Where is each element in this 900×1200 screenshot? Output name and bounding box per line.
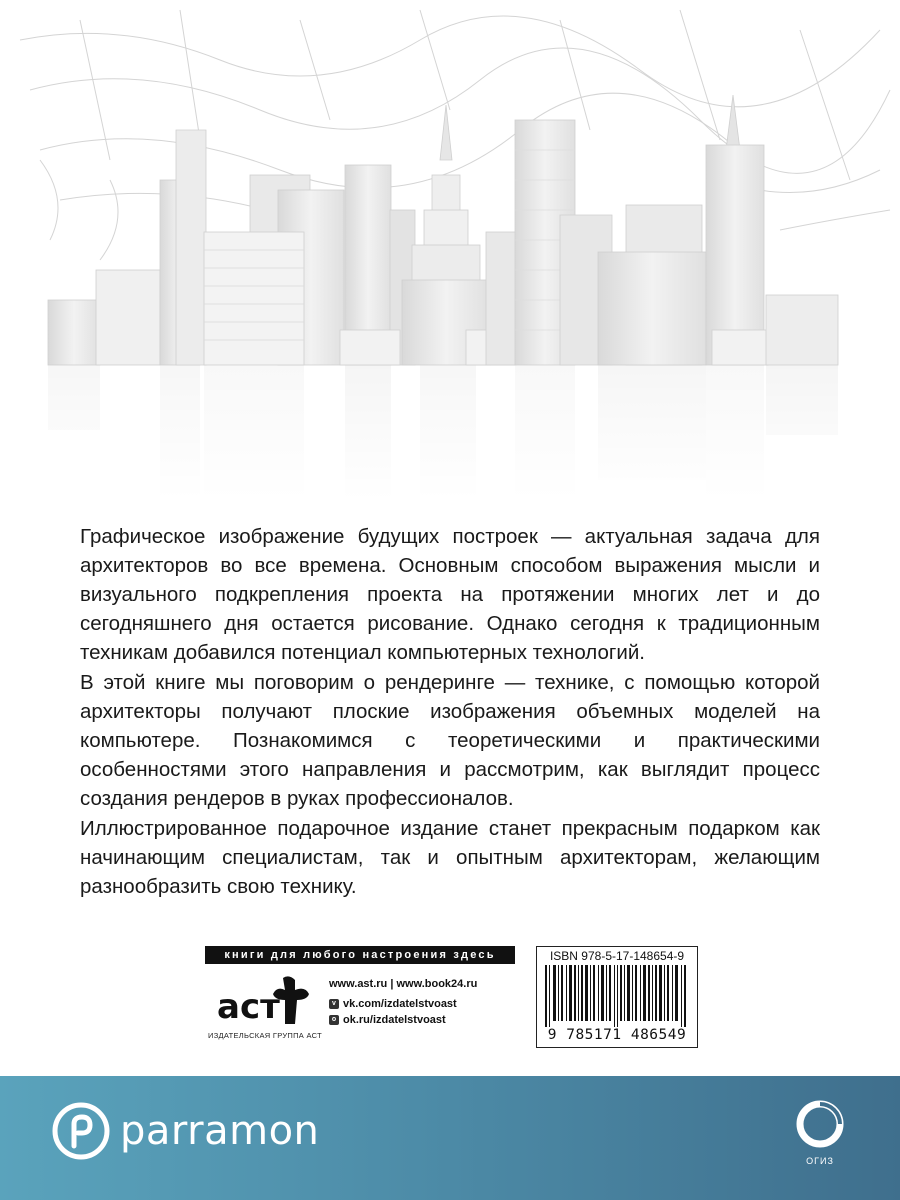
ok-icon: o <box>329 1015 339 1025</box>
vk-icon: v <box>329 999 339 1009</box>
publisher-tagline: книги для любого настроения здесь <box>205 946 515 964</box>
footer-band <box>0 1076 900 1200</box>
parramon-logo-icon <box>52 1102 110 1160</box>
isbn-barcode <box>536 946 698 1048</box>
ogiz-logo <box>795 1096 845 1176</box>
city-skyline-illustration <box>0 0 900 500</box>
barcode-digits: 9 785171 486549 <box>547 1027 687 1043</box>
vk-link[interactable]: v vk.com/izdatelstvoast <box>329 996 477 1012</box>
parramon-wordmark: parramon <box>120 1108 320 1154</box>
book-description <box>80 522 820 901</box>
cover-illustration <box>0 0 900 500</box>
isbn-label: ISBN 978-5-17-148654-9 <box>549 949 685 963</box>
ok-link[interactable]: o ok.ru/izdatelstvoast <box>329 1012 477 1028</box>
description-paragraph-1: Графическое изображение будущих построек — актуальная задача для архитекторов во все времена. Основным способом выражения мысли и визуального подкрепления проекта на протяжении многих лет и до сегодняшнего дня остается рисование. Однако сегодня к традиционным техникам добавился потенциал компьютерных технологий. <box>80 525 820 664</box>
ogiz-logo-icon <box>795 1096 845 1152</box>
websites-link[interactable]: www.ast.ru | www.book24.ru <box>329 978 478 990</box>
barcode-bars <box>545 965 689 1027</box>
publisher-caption: ИЗДАТЕЛЬСКАЯ ГРУППА АСТ <box>208 1031 322 1040</box>
parramon-logo <box>52 1101 319 1161</box>
description-paragraph-2: В этой книге мы поговорим о рендеринге — технике, с помощью которой архитекторы получают плоские изображения объемных моделей на компьютере. Познакомимся с теоретическими и практическими особенностями этого направления и рассмотрим, как выглядит процесс создания рендеров в руках профессионалов. <box>80 671 820 810</box>
publisher-block <box>205 946 515 1046</box>
description-paragraph-3: Иллюстрированное подарочное издание станет прекрасным подарком как начинающим специалистам, так и опытным архитекторам, желающим разнообразить свою технику. <box>80 817 820 898</box>
publisher-links <box>329 976 477 1028</box>
ogiz-label: ОГИЗ <box>806 1156 834 1166</box>
ast-logo <box>215 974 315 1030</box>
ast-logo-text: аст <box>217 987 280 1027</box>
buildings <box>48 95 838 365</box>
